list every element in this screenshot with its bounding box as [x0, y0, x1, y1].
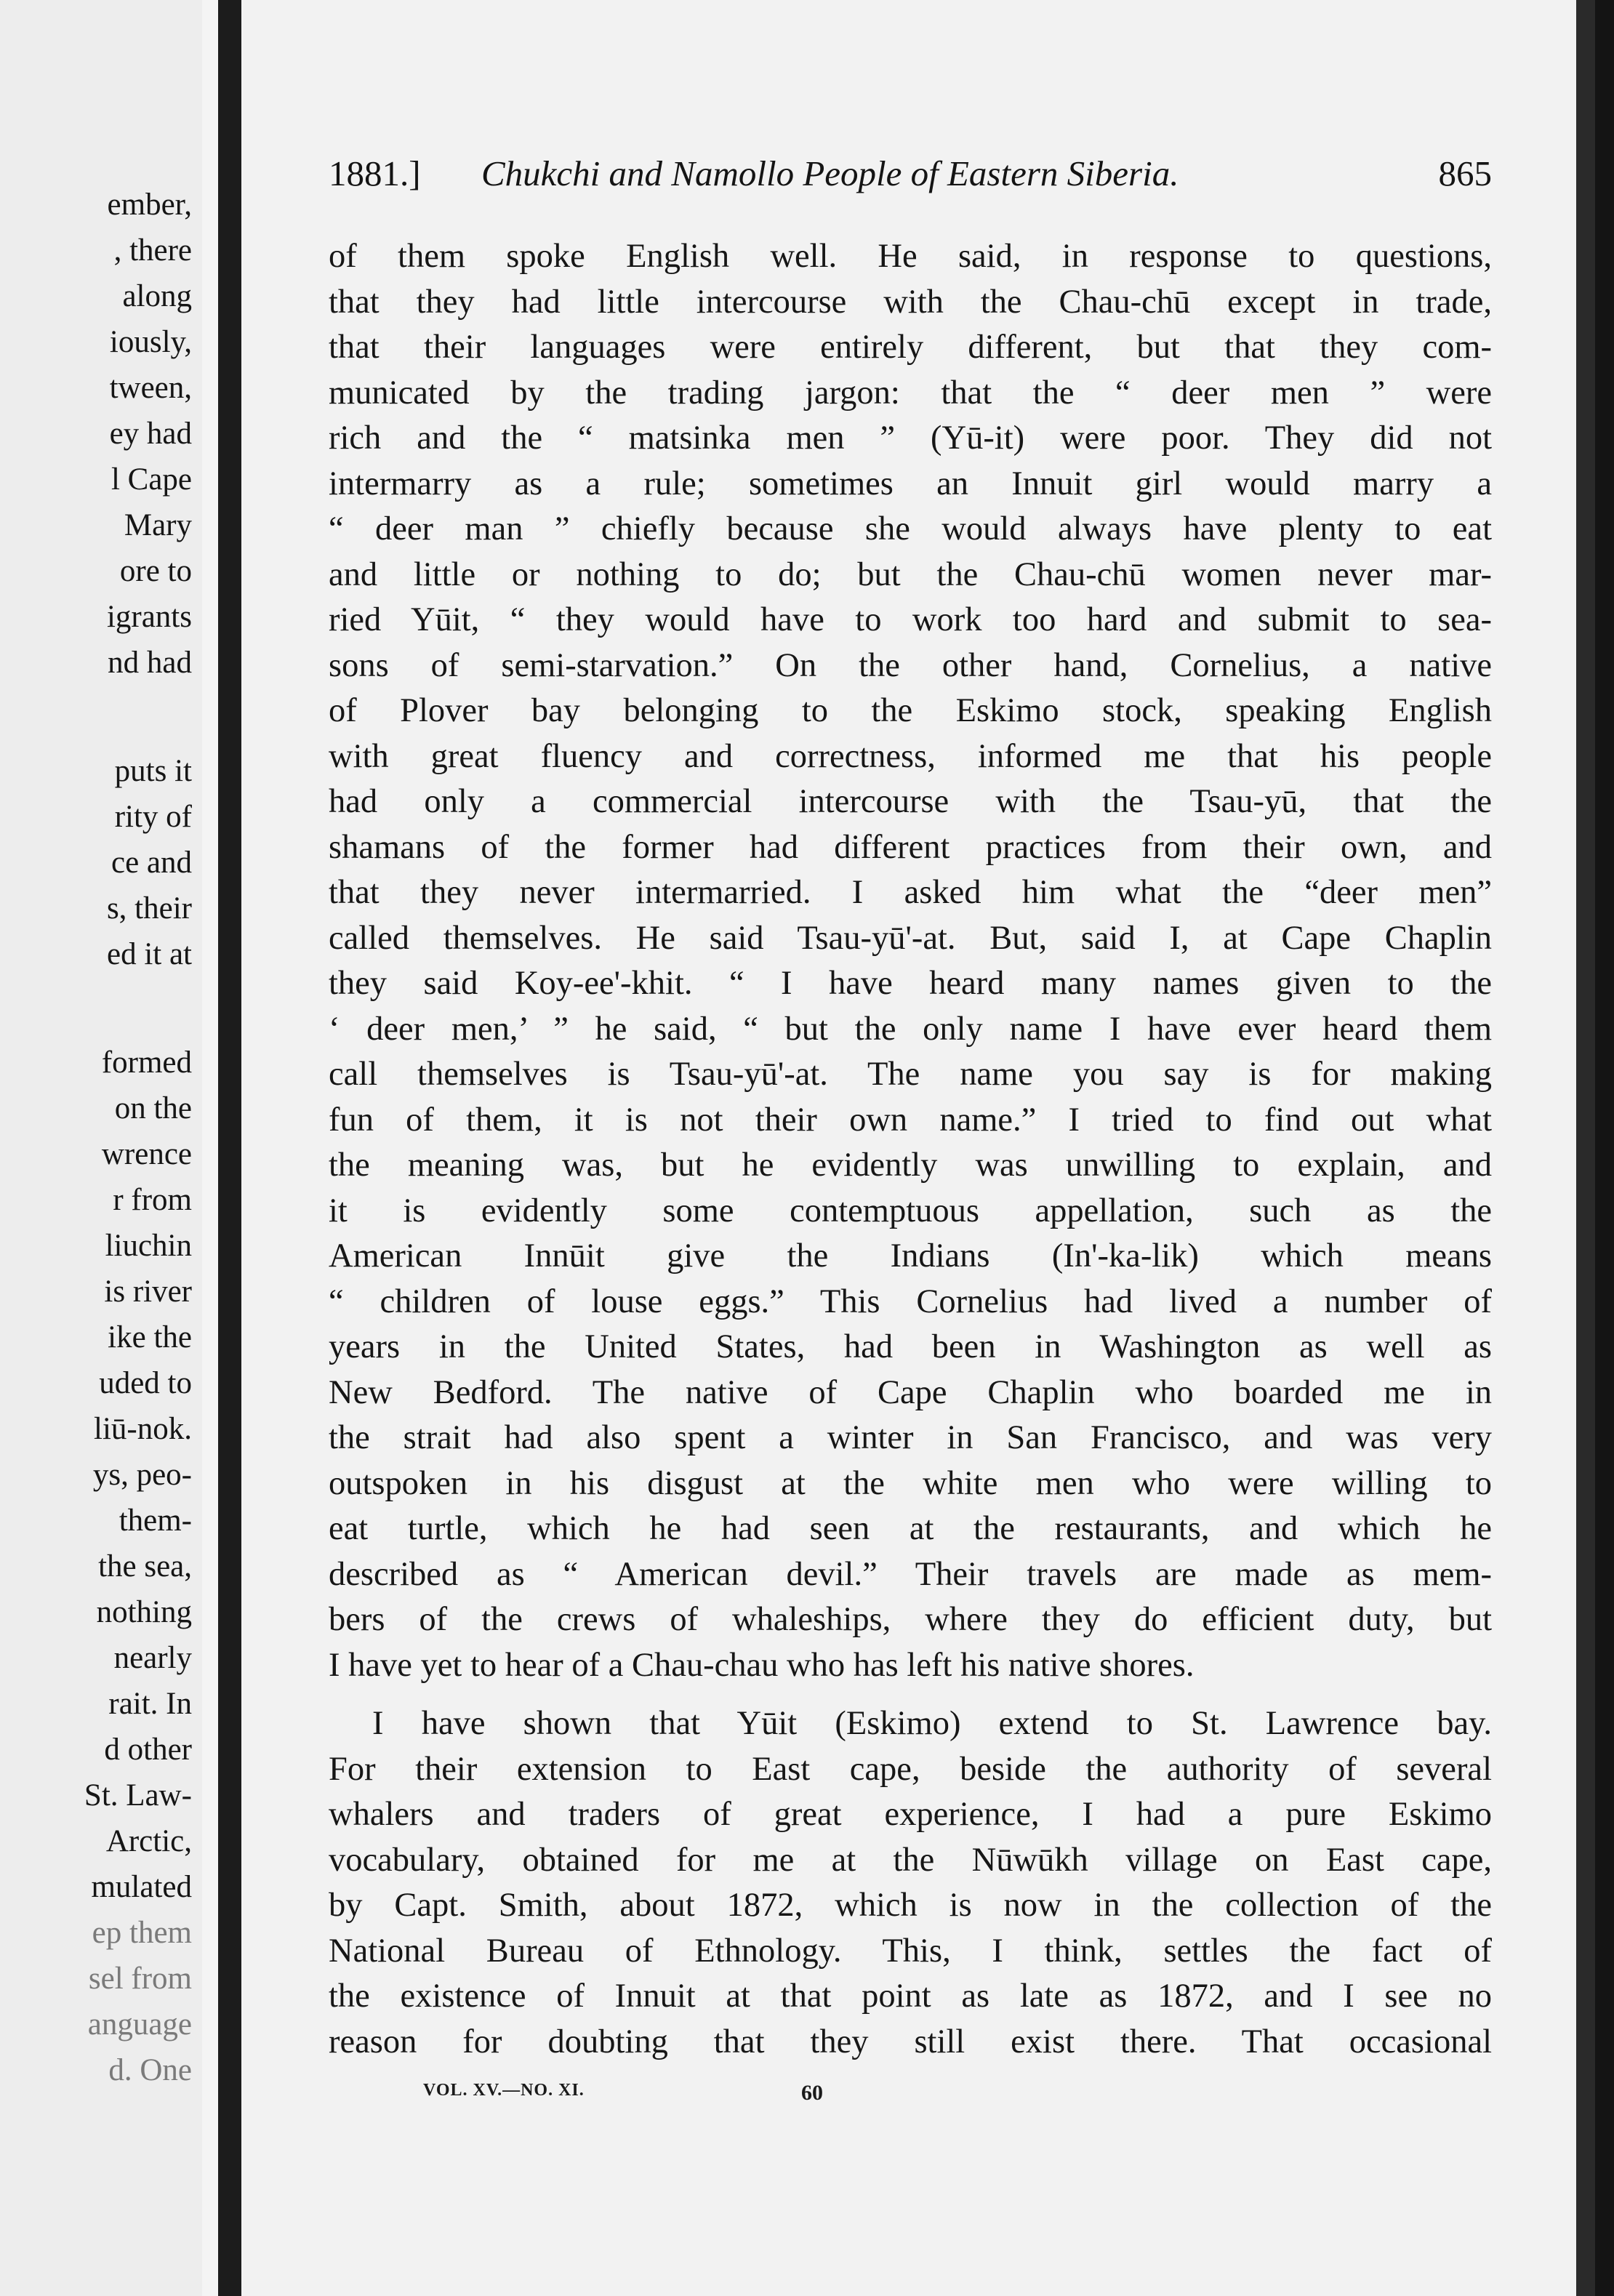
page-number: 865 [1438, 153, 1492, 193]
text-line: that their languages were entirely different, but that they com- [329, 329, 1492, 366]
paragraph-2 [329, 1701, 1492, 2065]
text-line: by Capt. Smith, about 1872, which is now in the collection of the [329, 1887, 1492, 1924]
paragraph-1 [329, 234, 1492, 1688]
text-line: “ children of louse eggs.” This Cornelius had lived a number of [329, 1283, 1492, 1320]
previous-page-line: ember, [107, 188, 192, 222]
previous-page-line: nearly [113, 1641, 192, 1675]
text-line: eat turtle, which he had seen at the restaurants, and which he [329, 1510, 1492, 1547]
previous-page-line: ore to [119, 554, 192, 588]
text-line: ried Yūit, “ they would have to work too hard and submit to sea- [329, 601, 1492, 638]
text-line: whalers and traders of great experience, I had a pure Eskimo [329, 1796, 1492, 1833]
text-line: I have yet to hear of a Chau-chau who has left his native shores. [329, 1646, 1195, 1684]
previous-page-line: ey had [109, 417, 192, 451]
previous-page-line: Mary [124, 508, 192, 542]
previous-page-line: is river [104, 1275, 192, 1309]
previous-page-text [0, 182, 192, 2093]
previous-page-line: ys, peo- [92, 1458, 192, 1492]
previous-page-line: l Cape [111, 462, 192, 497]
text-line: municated by the trading jargon: that the “ deer men ” were [329, 374, 1492, 412]
text-line: sons of semi-starvation.” On the other hand, Cornelius, a native [329, 646, 1492, 684]
previous-page-line: nd had [108, 646, 192, 680]
text-line: shamans of the former had different practices from their own, and [329, 828, 1492, 866]
previous-page-line: anguage [87, 2007, 192, 2042]
previous-page-line: ce and [111, 846, 192, 880]
text-line: call themselves is Tsau-yū'-at. The name you say is for making [329, 1056, 1492, 1093]
text-line: rich and the “ matsinka men ” (Yū-it) were poor. They did not [329, 420, 1492, 457]
text-line: vocabulary, obtained for me at the Nūwūkh village on East cape, [329, 1841, 1492, 1879]
previous-page-line: d. One [108, 2053, 192, 2087]
book-page [241, 0, 1595, 2296]
text-line: that they had little intercourse with the Chau-chū except in trade, [329, 283, 1492, 321]
previous-page-line: on the [114, 1091, 192, 1125]
text-line: of Plover bay belonging to the Eskimo stock, speaking English [329, 692, 1492, 729]
previous-page-line: s, their [106, 891, 192, 926]
text-line: National Bureau of Ethnology. This, I think, settles the fact of [329, 1932, 1492, 1970]
page-gutter [202, 0, 218, 2296]
previous-page-line: , there [113, 233, 192, 268]
previous-page-line: liuchin [105, 1229, 192, 1263]
signature-mark: 60 [801, 2081, 823, 2105]
previous-page-line: ike the [108, 1320, 192, 1354]
text-line: with great fluency and correctness, informed me that his people [329, 737, 1492, 775]
previous-page-line: St. Law- [84, 1778, 192, 1813]
previous-page-line: sel from [88, 1962, 192, 1996]
text-line: New Bedford. The native of Cape Chaplin who boarded me in [329, 1373, 1492, 1411]
page-edge-shadow [1576, 0, 1595, 2296]
text-line: of them spoke English well. He said, in response to questions, [329, 238, 1492, 275]
book-spine [218, 0, 241, 2296]
text-line: described as “ American devil.” Their travels are made as mem- [329, 1555, 1492, 1593]
previous-page-line: mulated [91, 1870, 192, 1904]
body-text [329, 234, 1492, 2065]
text-line: they said Koy-ee'-khit. “ I have heard many names given to the [329, 965, 1492, 1002]
text-line: the existence of Innuit at that point as late as 1872, and I see no [329, 1978, 1492, 2015]
previous-page-line: formed [101, 1045, 192, 1080]
text-line: years in the United States, had been in Washington as well as [329, 1328, 1492, 1365]
previous-page-line: igrants [106, 600, 192, 634]
previous-page-line: ep them [92, 1916, 192, 1950]
previous-page-line: tween, [109, 371, 192, 405]
header-year: 1881.] [329, 153, 421, 193]
previous-page-line: wrence [101, 1137, 192, 1171]
previous-page-line: puts it [114, 754, 192, 788]
previous-page-fragment [0, 0, 202, 2296]
previous-page-line: the sea, [98, 1549, 192, 1583]
previous-page-line: rait. In [108, 1687, 192, 1721]
text-line: it is evidently some contemptuous appellation, such as the [329, 1192, 1492, 1229]
text-line: “ deer man ” chiefly because she would always have plenty to eat [329, 510, 1492, 547]
previous-page-line: along [122, 279, 192, 313]
previous-page-line: them- [119, 1504, 192, 1538]
text-line: that they never intermarried. I asked him what the “deer men” [329, 874, 1492, 911]
previous-page-line [0, 977, 192, 1040]
previous-page-line: d other [104, 1733, 192, 1767]
previous-page-line: rity of [114, 800, 192, 834]
text-line: called themselves. He said Tsau-yū'-at. But, said I, at Cape Chaplin [329, 919, 1492, 957]
header-title: Chukchi and Namollo People of Eastern Siberia. [481, 153, 1179, 193]
text-line: outspoken in his disgust at the white men who were willing to [329, 1464, 1492, 1502]
running-header [329, 153, 1492, 204]
text-line: American Innūit give the Indians (In'-ka-lik) which means [329, 1237, 1492, 1275]
previous-page-line [0, 686, 192, 748]
text-line: the strait had also spent a winter in San Francisco, and was very [329, 1419, 1492, 1456]
previous-page-line: ed it at [106, 937, 192, 971]
previous-page-line: nothing [96, 1595, 192, 1629]
text-line: fun of them, it is not their own name.” I tried to find out what [329, 1101, 1492, 1139]
text-line: intermarry as a rule; sometimes an Innuit girl would marry a [329, 465, 1492, 502]
previous-page-line: liū-nok. [94, 1412, 192, 1446]
text-line: and little or nothing to do; but the Chau-chū women never mar- [329, 555, 1492, 593]
text-line: ‘ deer men,’ ” he said, “ but the only name I have ever heard them [329, 1010, 1492, 1048]
page-footer [423, 2081, 1150, 2110]
text-line: reason for doubting that they still exist there. That occasional [329, 2023, 1492, 2060]
volume-number: VOL. XV.—NO. XI. [423, 2081, 585, 2100]
text-line: had only a commercial intercourse with the Tsau-yū, that the [329, 783, 1492, 820]
text-line: For their extension to East cape, beside the authority of several [329, 1750, 1492, 1788]
text-line: bers of the crews of whaleships, where they do efficient duty, but [329, 1601, 1492, 1638]
previous-page-line: r from [113, 1183, 192, 1217]
previous-page-line: uded to [99, 1366, 192, 1400]
previous-page-line: Arctic, [105, 1824, 192, 1858]
text-line: the meaning was, but he evidently was unwilling to explain, and [329, 1147, 1492, 1184]
text-line: I have shown that Yūit (Eskimo) extend to St. Lawrence bay. [372, 1705, 1492, 1742]
previous-page-line: iously, [109, 325, 192, 359]
